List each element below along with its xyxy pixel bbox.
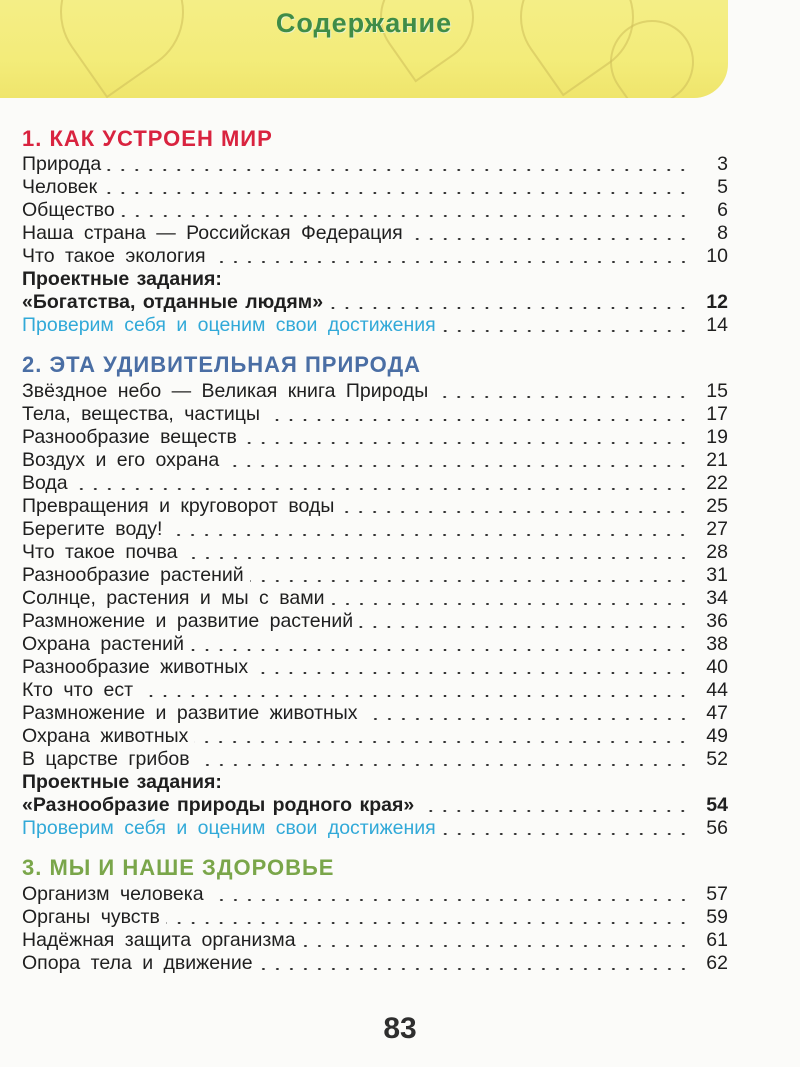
toc-entry-check[interactable]: Проверим себя и оценим свои достижения 14 [22,314,728,336]
toc-entry[interactable]: Опора тела и движение 62 [22,952,728,974]
toc-entry[interactable]: Вода 22 [22,472,728,494]
page-number: 83 [383,1012,417,1045]
toc-entry[interactable]: Воздух и его охрана 21 [22,449,728,471]
section-heading-3: 3. МЫ И НАШЕ ЗДОРОВЬЕ [22,855,335,880]
toc-entry[interactable]: Превращения и круговорот воды 25 [22,495,728,517]
header-banner [0,0,728,98]
toc-entry[interactable]: Что такое почва 28 [22,541,728,563]
toc-entry[interactable]: В царстве грибов 52 [22,748,728,770]
page-title: Содержание [275,8,453,38]
toc-entry[interactable]: Природа 3 [22,153,728,175]
toc-entry[interactable]: Разнообразие веществ 19 [22,426,728,448]
project-label: Проектные задания: [22,268,222,290]
toc-entry[interactable]: Тела, вещества, частицы 17 [22,403,728,425]
toc-entry[interactable]: Кто что ест 44 [22,679,728,701]
toc-entry[interactable]: Размножение и развитие растений 36 [22,610,728,632]
toc-entry[interactable]: Органы чувств 59 [22,906,728,928]
toc-entry-project[interactable]: «Богатства, отданные людям» 12 [22,291,728,313]
toc-entry[interactable]: Общество 6 [22,199,728,221]
toc-entry[interactable]: Охрана животных 49 [22,725,728,747]
project-label: Проектные задания: [22,771,222,793]
section-heading-1: 1. КАК УСТРОЕН МИР [22,126,273,151]
toc-entry[interactable]: Берегите воду! 27 [22,518,728,540]
toc-entry[interactable]: Размножение и развитие животных 47 [22,702,728,724]
toc-entry[interactable]: Разнообразие растений 31 [22,564,728,586]
toc-entry[interactable]: Человек 5 [22,176,728,198]
toc-entry[interactable]: Что такое экология 10 [22,245,728,267]
toc-entry[interactable]: Организм человека 57 [22,883,728,905]
toc-entry-project[interactable]: «Разнообразие природы родного края» 54 [22,794,728,816]
toc-entry[interactable]: Надёжная защита организма 61 [22,929,728,951]
toc-entry[interactable]: Звёздное небо — Великая книга Природы 15 [22,380,728,402]
toc-entry[interactable]: Наша страна — Российская Федерация 8 [22,222,728,244]
section-heading-2: 2. ЭТА УДИВИТЕЛЬНАЯ ПРИРОДА [22,352,422,377]
toc-entry[interactable]: Солнце, растения и мы с вами 34 [22,587,728,609]
toc-entry-check[interactable]: Проверим себя и оценим свои достижения 56 [22,817,728,839]
toc-entry[interactable]: Разнообразие животных 40 [22,656,728,678]
toc-entry[interactable]: Охрана растений 38 [22,633,728,655]
